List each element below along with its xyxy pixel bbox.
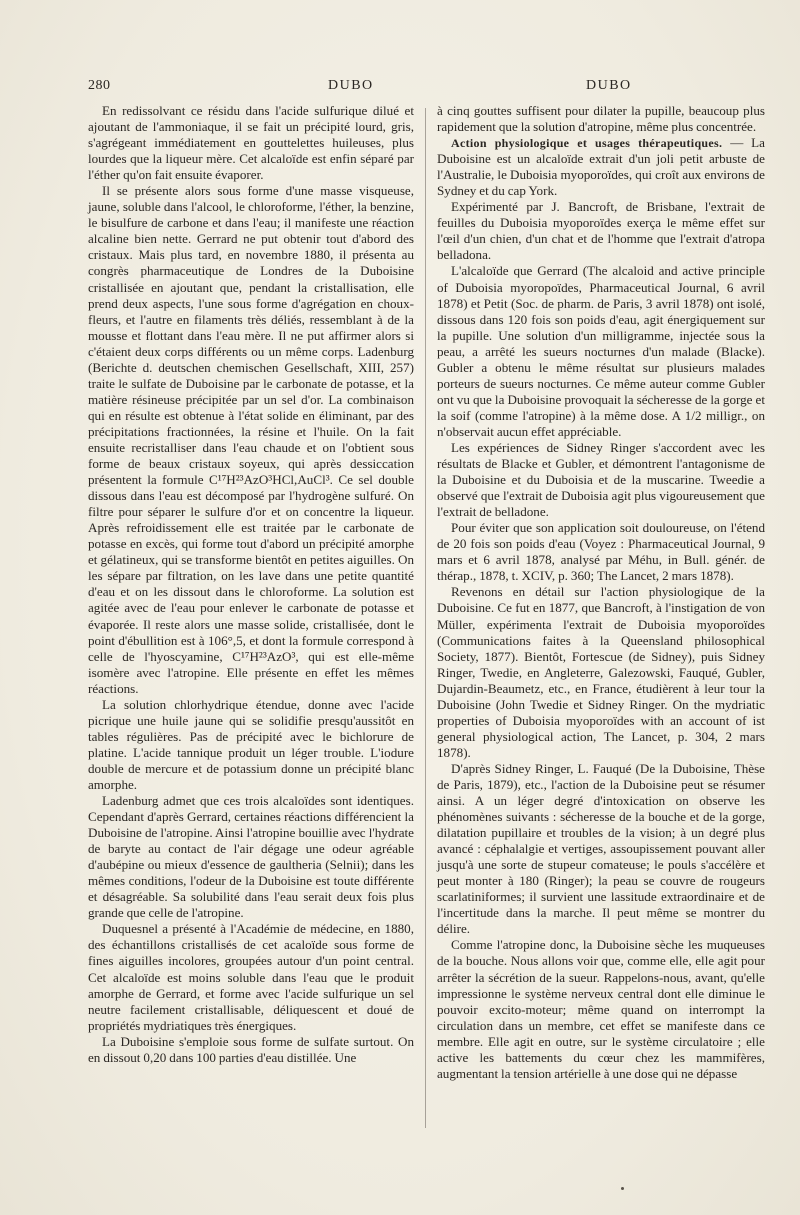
paragraph: Ladenburg admet que ces trois alcaloïdes sont identiques. Cependant d'après Gerrard, certaines réactions différencient la Duboisine de l'atropine. Ainsi l'atropine bouillie avec l'hydrate de baryte au contact de l'air dégage une odeur agréable d'aubépine ou mieux d'essence de gaultheria (Selnii); dans les mêmes conditions, l'odeur de la Duboisine est toute différente et désagréable. Sa solubilité dans l'eau serait deux fois plus grande que celle de l'atropine.	[88, 793, 414, 921]
paragraph: D'après Sidney Ringer, L. Fauqué (De la Duboisine, Thèse de Paris, 1879), etc., l'action de la Duboisine peut se résumer ainsi. A un léger degré d'intoxication on observe les phénomènes suivants : sécheresse de la bouche et de la gorge, dilatation pupillaire et troubles de la vision; à un degré plus avancé : céphalalgie et vertiges, assoupissement pouvant aller jusqu'à une sorte de stupeur comateuse; le pouls s'accélère et peut monter à 180 (Ringer); la peau se couvre de rougeurs scarlatiniformes; il survient une lassitude extraordinaire et de l'incertitude dans la marche. Il peut même se montrer du délire.	[437, 760, 765, 937]
paragraph: Revenons en détail sur l'action physiologique de la Duboisine. Ce fut en 1877, que Bancroft, à l'instigation de von Müller, expérimenta l'extrait de Duboisia myoporoïdes (Communications faites à la Queensland philosophical Society, 1877). Bientôt, Fortescue (de Sidney), puis Sidney Ringer, Twedie, en Angleterre, Galezowski, Fauqué, Gubler, Dujardin-Beaumetz, etc., en France, étudièrent à leur tour la Duboisine (John Twedie et Sidney Ringer. On the mydriatic properties of Duboisia myoporoïdes with an account of ist general physiological action, The Lancet, p. 304, 2 mars 1878).	[437, 584, 765, 760]
paragraph-text: — La Duboisine est un alcaloïde extrait d'un joli petit arbuste de l'Australie, le Duboisia myoporoïdes, qui croît aux environs de Sydney et du cap York.	[437, 135, 765, 199]
page-speck	[621, 1187, 624, 1190]
paragraph: Il se présente alors sous forme d'une masse visqueuse, jaune, soluble dans l'alcool, le chloroforme, l'éther, la benzine, le bisulfure de carbone et dans l'eau; il manifeste une réaction alcaline bien nette. Gerrard ne put obtenir tout d'abord des cristaux. Mais plus tard, en novembre 1880, il présenta au congrès pharmaceutique de Londres de la Duboisine cristallisée en ajoutant que, pendant la cristallisation, elle prend deux aspects, l'une sous forme d'agrégation en choux-fleurs, et l'autre en filaments très déliés, ressemblant à de la mousse et flottant dans l'eau mère. Il ne put affirmer alors si c'étaient deux corps différents ou un même corps. Ladenburg (Berichte d. deutschen chemischen Gesellschaft, XIII, 257) traite le sulfate de Duboisine par le carbonate de potasse, et la matière résineuse précipitée par un sel d'or. La combinaison qui en résulte est obtenue à l'état solide en éliminant, par des précipitations fractionnées, la résine et l'huile. On la fait ensuite recristalliser dans l'eau chaude et on l'obtient sous forme de beaux cristaux soyeux, qui après dessiccation présentent la formule C¹⁷H²³AzO³HCl,AuCl³. Ce sel double dissous dans l'eau est décomposé par l'hydrogène sulfuré. On filtre pour séparer le sulfure d'or et on concentre la liqueur. Après refroidissement elle est traitée par le carbonate de potasse en excès, qui forme tout d'abord un précipité amorphe et gélatineux, qui se transforme bientôt en petites aiguilles. On les sépare par filtration, on les lave dans une petite quantité d'eau et on les dissout dans le chloroforme. La solution est agitée avec de l'eau pour enlever le carbonate de potasse et évaporée. Il reste alors une masse solide, cristallisée, dont le point d'ébullition est à 106°,5, et dont la formule correspond à celle de l'hyoscyamine, C¹⁷H²³AzO³, qui est elle-même isomère avec l'atropine. Elle présente en effet les mêmes réactions.	[88, 183, 414, 696]
paragraph: L'alcaloïde que Gerrard (The alcaloid and active principle of Duboisia myoropoïdes, Pharmaceutical Journal, 6 avril 1878) et Petit (Soc. de pharm. de Paris, 3 avril 1878) ont isolé, dissous dans 120 fois son poids d'eau, agit énergiquement sur la pupille. Une solution d'un milligramme, injectée sous la peau, a arrêté les sueurs nocturnes d'un malade (Blacke). Gubler a obtenu le même résultat sur plusieurs malades porteurs de sueurs nocturnes. Ce même auteur comme Gubler ont vu que la Duboisine provoquait la sécheresse de la gorge et la soif (comme l'atropine) à la même dose. A 1/2 milligr., on n'observait aucun effet appréciable.	[437, 263, 765, 439]
page-number: 280	[88, 78, 111, 93]
paragraph: La solution chlorhydrique étendue, donne avec l'acide picrique une huile jaune qui se solidifie presqu'aussitôt en tables régulières. Pas de précipité avec le bichlorure de platine. L'acide tannique produit un léger trouble. L'iodure double de mercure et de potassium donne un précipité blanc amorphe.	[88, 696, 414, 792]
paragraph: à cinq gouttes suffisent pour dilater la pupille, beaucoup plus rapidement que la solution d'atropine, même plus concentrée.	[437, 103, 765, 135]
column-divider	[425, 108, 426, 1128]
paragraph: En redissolvant ce résidu dans l'acide sulfurique dilué et ajoutant de l'ammoniaque, il se fait un précipité lourd, gris, s'agrégeant immédiatement en gouttelettes huileuses, plus lourdes que la liqueur mère. Cet alcaloïde est enfin séparé par l'éther qu'on fait ensuite évaporer.	[88, 103, 414, 183]
page-header	[88, 78, 768, 96]
running-head-left: DUBO	[328, 78, 374, 93]
section-heading: Action physiologique et usages thérapeutiques.	[451, 136, 723, 151]
left-column	[88, 103, 414, 1066]
running-head-right: DUBO	[586, 78, 632, 93]
paragraph: La Duboisine s'emploie sous forme de sulfate surtout. On en dissout 0,20 dans 100 parties d'eau distillée. Une	[88, 1033, 414, 1065]
section-paragraph	[437, 135, 765, 199]
paragraph: Expérimenté par J. Bancroft, de Brisbane, l'extrait de feuilles du Duboisia myoporoïdes exerça le même effet sur l'œil d'un chien, d'un chat et de l'homme que l'extrait d'atropa belladona.	[437, 199, 765, 263]
paragraph: Comme l'atropine donc, la Duboisine sèche les muqueuses de la bouche. Nous allons voir que, comme elle, elle agit pour arrêter la sécrétion de la sueur. Rappelons-nous, avant, qu'elle impressionne le système nerveux central dont elle diminue le pouvoir excito-moteur; même quand on interrompt la circulation dans un membre, cet effet se manifeste dans ce membre. Elle agit en outre, sur le système circulatoire ; elle active les battements du cœur chez les mammifères, augmentant la tension artérielle à une dose qui ne dépasse	[437, 937, 765, 1081]
paragraph: Les expériences de Sidney Ringer s'accordent avec les résultats de Blacke et Gubler, et démontrent l'antagonisme de la Duboisine et du Duboisia et de la muscarine. Tweedie a observé que l'extrait de Duboisia agit plus vigoureusement que l'extrait de belladone.	[437, 439, 765, 520]
paragraph: Pour éviter que son application soit douloureuse, on l'étend de 20 fois son poids d'eau (Voyez : Pharmaceutical Journal, 9 mars et 6 avril 1878, analysé par Méhu, in Bull. génér. de thérap., 1878, t. XCIV, p. 360; The Lancet, 2 mars 1878).	[437, 520, 765, 584]
right-column	[437, 103, 765, 1082]
paragraph: Duquesnel a présenté à l'Académie de médecine, en 1880, des échantillons cristallisés de cet acaloïde sous forme de fines aiguilles incolores, groupées autour d'un point central. Cet alcaloïde est moins soluble dans l'eau que le produit amorphe de Gerrard, et forme avec l'acide sulfurique un sel neutre facilement cristallisable, déliquescent et doué de propriétés mydriatiques très énergiques.	[88, 921, 414, 1033]
